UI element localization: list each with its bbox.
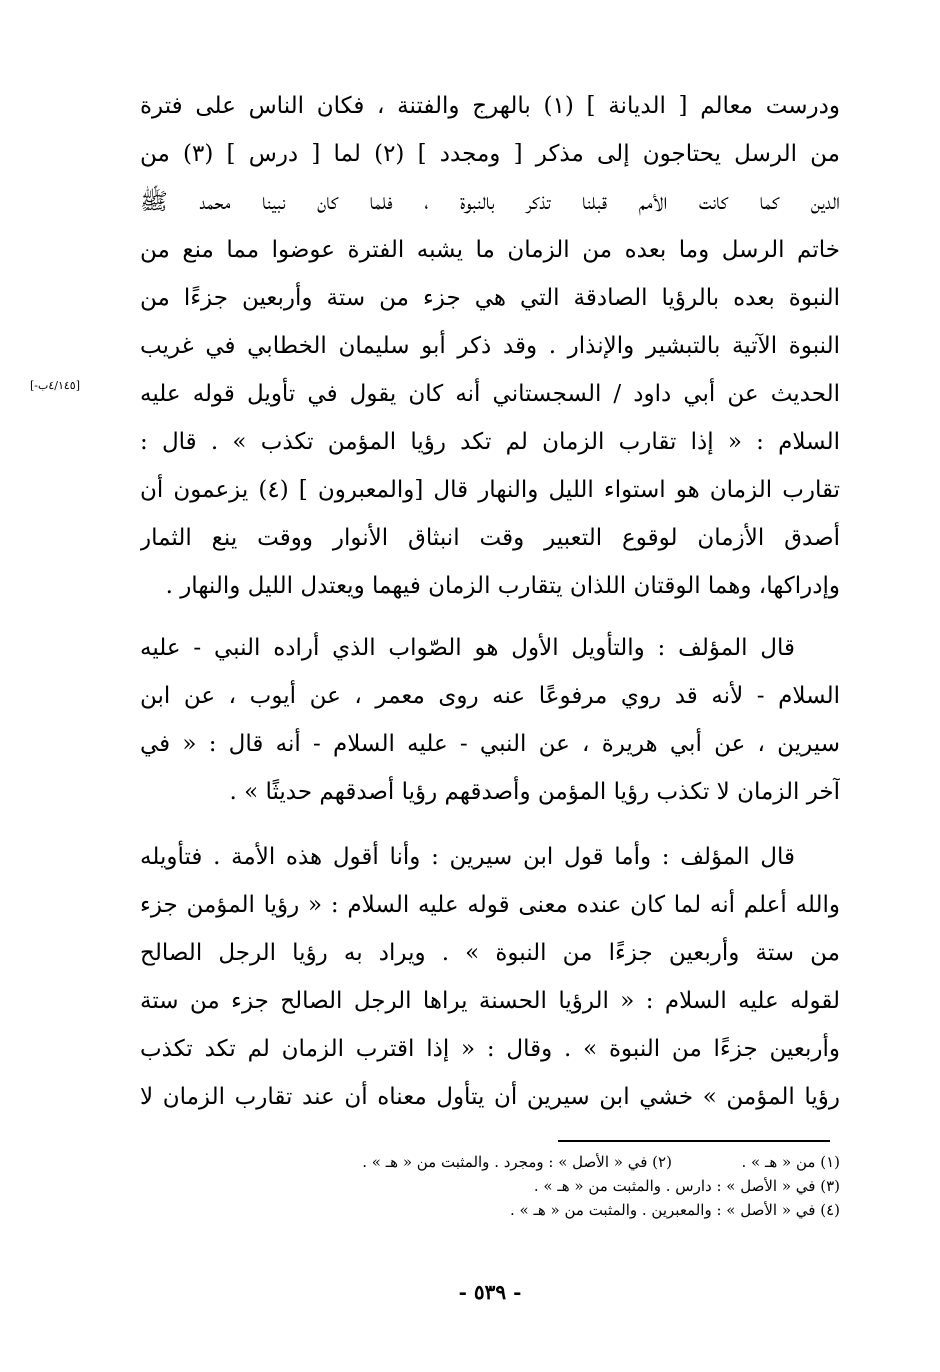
manuscript-folio-marker: [٤/١٤٥ب-] [30, 379, 81, 392]
text-line: من ستة وأربعين جزءًا من النبوة » . ويراد به رؤيا الرجل الصالح [140, 940, 840, 966]
text-line: السلام - لأنه قد روي مرفوعًا عنه روى معمر ، عن أيوب ، عن ابن [140, 683, 840, 709]
text-line: قال المؤلف : وأما قول ابن سيرين : وأنا أقول هذه الأمة . فتأويله [140, 844, 795, 870]
paragraph-1 [140, 82, 840, 610]
footnote-separator [558, 1140, 830, 1142]
paragraph-3 [140, 833, 840, 1121]
text-line: الدين كما كانت الأمم قبلنا تذكر بالنبوة ، فلما كان نبينا محمد ﷺ [140, 189, 840, 215]
text-line: وأربعين جزءًا من النبوة » . وقال : « إذا اقترب الزمان لم تكد تكذب [140, 1036, 840, 1062]
text-line: وإدراكها، وهما الوقتان اللذان يتقارب الزمان فيهما ويعتدل الليل والنهار . [165, 573, 840, 599]
footnote-row [140, 1174, 840, 1198]
footnote-4: (٤) في « الأصل » : والمعبرين . والمثبت من « هـ » . [509, 1201, 840, 1219]
footnote-row [140, 1150, 840, 1174]
text-line: آخر الزمان لا تكذب رؤيا المؤمن وأصدقهم رؤيا أصدقهم حديثًا » . [229, 779, 840, 805]
footnote-2: (٢) في « الأصل » : ومجرد . والمثبت من « هـ » . [362, 1153, 672, 1171]
text-line: من الرسل يحتاجون إلى مذكر [ ومجدد ] (٢) لما [ درس ] (٣) من [140, 141, 840, 167]
footnote-row [140, 1198, 840, 1222]
page-number: - ٥٣٩ - [458, 1280, 522, 1304]
text-line: أصدق الأزمان لوقوع التعبير وقت انبثاق الأنوار ووقت ينع الثمار [140, 525, 840, 551]
text-line: والله أعلم أنه لما كان عنده معنى قوله عليه السلام : « رؤيا المؤمن جزء [140, 892, 840, 918]
text-line: تقارب الزمان هو استواء الليل والنهار قال [والمعبرون ] (٤) يزعمون أن [140, 477, 840, 503]
text-line: لقوله عليه السلام : « الرؤيا الحسنة يراها الرجل الصالح جزء من ستة [140, 988, 840, 1014]
text-line: النبوة الآتية بالتبشير والإنذار . وقد ذكر أبو سليمان الخطابي في غريب [140, 333, 840, 359]
text-line: سيرين ، عن أبي هريرة ، عن النبي - عليه السلام - أنه قال : « في [140, 731, 840, 757]
footnote-3: (٣) في « الأصل » : دارس . والمثبت من « هـ » . [533, 1177, 840, 1195]
text-line: رؤيا المؤمن » خشي ابن سيرين أن يتأول معناه أن عند تقارب الزمان لا [140, 1084, 840, 1110]
footnote-1: (١) من « هـ » . [741, 1153, 840, 1171]
text-line: السلام : « إذا تقارب الزمان لم تكد رؤيا المؤمن تكذب » . قال : [140, 429, 840, 455]
text-line: قال المؤلف : والتأويل الأول هو الصّواب الذي أراده النبي - عليه [140, 635, 795, 661]
text-line: خاتم الرسل وما بعده من الزمان ما يشبه الفترة عوضوا مما منع من [140, 237, 840, 263]
paragraph-2 [140, 624, 840, 816]
text-line: ودرست معالم [ الديانة ] (١) بالهرج والفتنة ، فكان الناس على فترة [140, 93, 840, 119]
text-line: الحديث عن أبي داود / السجستاني أنه كان يقول في تأويل قوله عليه [140, 381, 840, 407]
footnotes [140, 1150, 840, 1222]
text-line: النبوة بعده بالرؤيا الصادقة التي هي جزء من ستة وأربعين جزءًا من [140, 285, 840, 311]
